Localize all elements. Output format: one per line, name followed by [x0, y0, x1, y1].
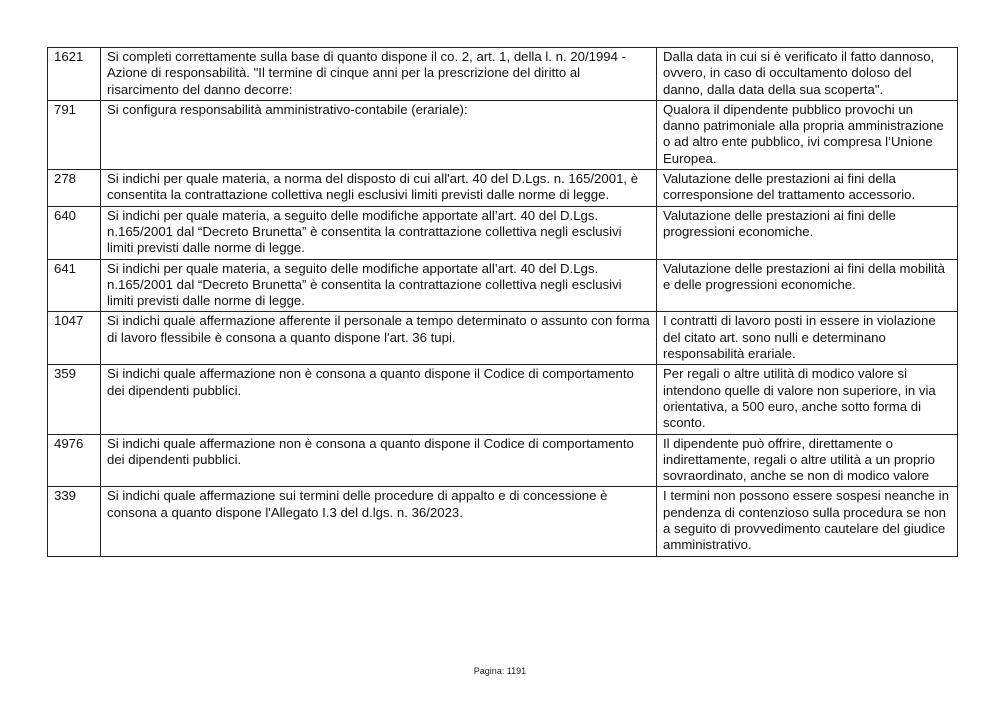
- page-number: Pagina: 1191: [473, 666, 527, 676]
- question-id: 641: [48, 259, 101, 312]
- answer-text: Valutazione delle prestazioni ai fini della corresponsione del trattamento accessorio.: [657, 170, 958, 207]
- answer-text: Valutazione delle prestazioni ai fini della mobilità e delle progressioni economiche.: [657, 259, 958, 312]
- question-id: 640: [48, 206, 101, 259]
- answer-text: I contratti di lavoro posti in essere in violazione del citato art. sono nulli e determinano responsabilità erariale.: [657, 312, 958, 365]
- question-id: 278: [48, 170, 101, 207]
- question-text: Si configura responsabilità amministrativo-contabile (erariale):: [101, 100, 657, 169]
- answer-text: Per regali o altre utilità di modico valore si intendono quelle di valore non superiore, in via orientativa, a 500 euro, anche sotto forma di sconto.: [657, 365, 958, 434]
- questions-table: [47, 47, 958, 557]
- question-id: 359: [48, 365, 101, 434]
- question-text: Si indichi quale affermazione afferente il personale a tempo determinato o assunto con forma di lavoro flessibile è consona a quanto dispone l'art. 36 tupi.: [101, 312, 657, 365]
- answer-text: Qualora il dipendente pubblico provochi un danno patrimoniale alla propria amministrazione o ad altro ente pubblico, ivi compresa l’Unione Europea.: [657, 100, 958, 169]
- question-text: Si indichi quale affermazione non è consona a quanto dispone il Codice di comportamento dei dipendenti pubblici.: [101, 434, 657, 487]
- question-id: 1047: [48, 312, 101, 365]
- table-row: [48, 434, 958, 487]
- answer-text: Dalla data in cui si è verificato il fatto dannoso, ovvero, in caso di occultamento doloso del danno, dalla data della sua scoperta".: [657, 48, 958, 101]
- question-id: 339: [48, 487, 101, 556]
- question-text: Si indichi quale affermazione sui termini delle procedure di appalto e di concessione è consona a quanto dispone l'Allegato I.3 del d.lgs. n. 36/2023.: [101, 487, 657, 556]
- table-row: [48, 206, 958, 259]
- question-text: Si indichi per quale materia, a norma del disposto di cui all'art. 40 del D.Lgs. n. 165/2001, è consentita la contrattazione collettiva negli esclusivi limiti previsti dalle norme di legge.: [101, 170, 657, 207]
- table-row: [48, 170, 958, 207]
- answer-text: I termini non possono essere sospesi neanche in pendenza di contenzioso sulla procedura se non a seguito di provvedimento cautelare del giudice amministrativo.: [657, 487, 958, 556]
- table-row: [48, 312, 958, 365]
- question-text: Si indichi per quale materia, a seguito delle modifiche apportate all’art. 40 del D.Lgs. n.165/2001 dal “Decreto Brunetta” è consentita la contrattazione collettiva negli esclusivi limiti previsti dalle norme di legge.: [101, 259, 657, 312]
- table-row: [48, 365, 958, 434]
- answer-text: Valutazione delle prestazioni ai fini delle progressioni economiche.: [657, 206, 958, 259]
- table-row: [48, 48, 958, 101]
- table-row: [48, 100, 958, 169]
- question-text: Si indichi per quale materia, a seguito delle modifiche apportate all’art. 40 del D.Lgs. n.165/2001 dal “Decreto Brunetta” è consentita la contrattazione collettiva negli esclusivi limiti previsti dalle norme di legge.: [101, 206, 657, 259]
- question-id: 4976: [48, 434, 101, 487]
- question-id: 1621: [48, 48, 101, 101]
- question-text: Si completi correttamente sulla base di quanto dispone il co. 2, art. 1, della l. n. 20/1994 - Azione di responsabilità. "Il termine di cinque anni per la prescrizione del diritto al risarcimento del danno decorre:: [101, 48, 657, 101]
- question-id: 791: [48, 100, 101, 169]
- answer-text: Il dipendente può offrire, direttamente o indirettamente, regali o altre utilità a un proprio sovraordinato, anche se non di modico valore: [657, 434, 958, 487]
- question-text: Si indichi quale affermazione non è consona a quanto dispone il Codice di comportamento dei dipendenti pubblici.: [101, 365, 657, 434]
- table-row: [48, 259, 958, 312]
- table-row: [48, 487, 958, 556]
